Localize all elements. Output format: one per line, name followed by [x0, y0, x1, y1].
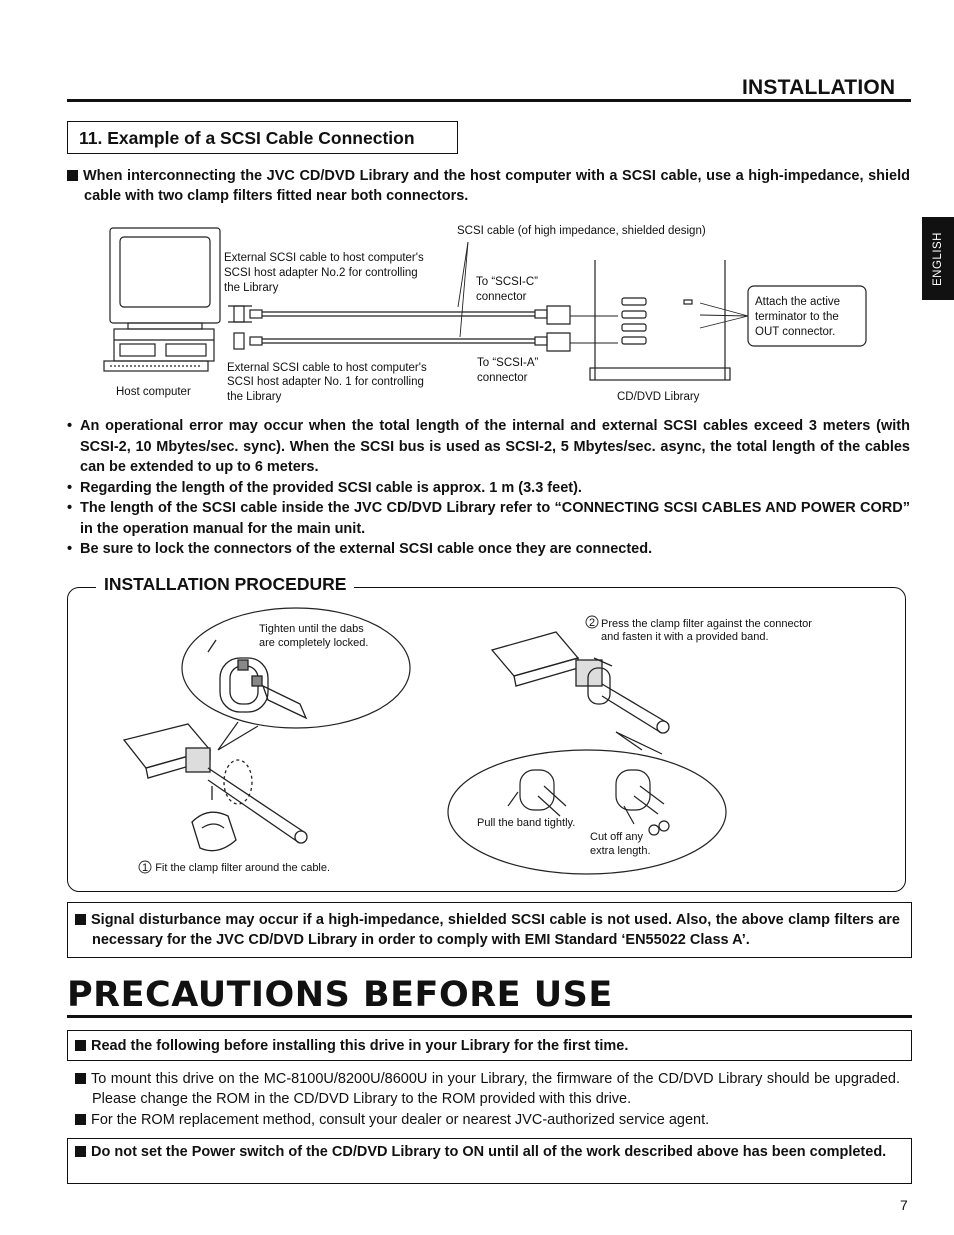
- installation-procedure-title: INSTALLATION PROCEDURE: [96, 574, 354, 595]
- bullet-icon: •: [67, 500, 73, 516]
- step1-number: 1: [142, 862, 149, 874]
- section-intro: [67, 166, 910, 206]
- band-cut-illustration: [616, 770, 669, 835]
- installation-procedure-illustration: [68, 600, 904, 890]
- ext-cable-2-line: External SCSI cable to host computer's: [224, 252, 424, 264]
- square-bullet-icon: [67, 170, 78, 181]
- host-computer-illustration: [104, 228, 220, 371]
- note-text: Be sure to lock the connectors of the external SCSI cable once they are connected.: [80, 541, 653, 557]
- bullet-icon: •: [67, 541, 73, 557]
- tighten-line: Tighten until the dabs: [259, 623, 364, 635]
- note-item: [67, 539, 910, 560]
- emi-warning-text: Signal disturbance may occur if a high-impedance, shielded SCSI cable is not used. Also, the above clamp filters are necessary for the JVC CD/DVD Library in order to comply with EMI Standard ‘EN55022 Class A’.: [91, 912, 900, 948]
- step1-text: Fit the clamp filter around the cable.: [155, 862, 331, 874]
- bullet-icon: •: [67, 418, 73, 434]
- to-scsi-a-line: connector: [477, 372, 528, 384]
- language-tab: [922, 217, 954, 300]
- to-scsi-a-line: To “SCSI-A”: [477, 357, 539, 369]
- tighten-label: [259, 623, 368, 649]
- section-title: 11. Example of a SCSI Cable Connection: [79, 128, 415, 148]
- ext-cable-2-line: SCSI host adapter No.2 for controlling: [224, 267, 418, 279]
- clamp-filter-open: [192, 786, 236, 851]
- read-first: [75, 1036, 900, 1056]
- to-scsi-c-line: connector: [476, 291, 527, 303]
- step2-number: 2: [589, 617, 596, 629]
- clamp-filter-closeup: [208, 640, 306, 718]
- language-tab-label: ENGLISH: [932, 231, 944, 286]
- square-bullet-icon: [75, 1114, 86, 1125]
- note-item: [67, 498, 910, 539]
- scsi-connection-diagram: [100, 218, 880, 408]
- connector-with-cable-right: [492, 632, 669, 733]
- cd-dvd-library-illustration: [590, 260, 730, 380]
- tighten-line: are completely locked.: [259, 637, 369, 649]
- precaution-item-text: To mount this drive on the MC-8100U/8200U/8600U in your Library, the firmware of the CD/DVD Library should be upgraded. Please change the ROM in the CD/DVD Library to the ROM provided with this drive.: [91, 1071, 900, 1107]
- notes-list: [67, 416, 910, 560]
- step2-line: and fasten it with a provided band.: [601, 631, 769, 643]
- note-text: The length of the SCSI cable inside the JVC CD/DVD Library refer to “CONNECTING SCSI CABLES AND POWER CORD” in the operation manual for the main unit.: [80, 500, 910, 537]
- host-computer-label: Host computer: [116, 386, 191, 398]
- library-label: CD/DVD Library: [617, 391, 700, 403]
- precaution-item-text: For the ROM replacement method, consult your dealer or nearest JVC-authorized service agent.: [91, 1112, 710, 1128]
- square-bullet-icon: [75, 1146, 86, 1157]
- ext-cable-2-line: the Library: [224, 282, 279, 294]
- precaution-item: [75, 1069, 900, 1109]
- band-bubble-tail: [616, 732, 662, 754]
- note-text: An operational error may occur when the total length of the internal and external SCSI cables exceed 3 meters (with SCSI-2, 10 Mbytes/sec. sync). When the SCSI bus is used as SCSI-2, 5 Mbytes/sec. async, the total length of the cables can be extended to up to 6 meters.: [80, 418, 910, 475]
- terminator-line: terminator to the: [755, 311, 839, 323]
- ext-cable-2-label: [224, 252, 427, 294]
- bullet-icon: •: [67, 479, 73, 496]
- ext-cable-1-label: [227, 362, 430, 403]
- page-number: 7: [900, 1197, 908, 1213]
- power-warning-text: Do not set the Power switch of the CD/DVD Library to ON until all of the work described above has been completed.: [91, 1144, 887, 1160]
- power-warning: [75, 1142, 901, 1162]
- connector-with-cable-left: [124, 724, 307, 843]
- terminator-line: OUT connector.: [755, 326, 836, 338]
- header-rule: [67, 99, 911, 102]
- step1-label: [142, 862, 330, 874]
- scsi-cable-upper: [228, 306, 570, 324]
- band-pull-illustration: [508, 770, 566, 816]
- ext-cable-1-line: the Library: [227, 391, 282, 403]
- read-first-text: Read the following before installing this drive in your Library for the first time.: [91, 1038, 629, 1054]
- section-intro-text: When interconnecting the JVC CD/DVD Library and the host computer with a SCSI cable, use a high-impedance, shield cable with two clamp filters fitted near both connectors.: [83, 168, 910, 204]
- cut-line: Cut off any: [590, 831, 643, 843]
- cut-label: [590, 831, 651, 857]
- square-bullet-icon: [75, 1040, 86, 1051]
- header-title: INSTALLATION: [742, 76, 896, 99]
- band-bubble: [448, 750, 726, 874]
- pull-band-label: Pull the band tightly.: [477, 817, 576, 829]
- scsi-cable-label: SCSI cable (of high impedance, shielded design): [457, 225, 706, 237]
- step2-label: [589, 617, 815, 643]
- ext-cable-1-line: External SCSI cable to host computer's: [227, 362, 427, 374]
- terminator-line: Attach the active: [755, 296, 841, 308]
- precaution-item: [75, 1110, 900, 1130]
- note-item: [67, 478, 910, 499]
- to-scsi-c-line: To “SCSI-C”: [476, 276, 538, 288]
- ext-cable-1-line: SCSI host adapter No. 1 for controlling: [227, 376, 424, 388]
- step2-line: Press the clamp filter against the connector: [601, 618, 812, 630]
- to-scsi-c-label: [476, 276, 541, 303]
- scsi-cable-lower: [234, 333, 570, 351]
- cut-line: extra length.: [590, 845, 651, 857]
- note-text: Regarding the length of the provided SCSI cable is approx. 1 m (3.3 feet).: [80, 479, 582, 496]
- to-scsi-a-label: [477, 357, 542, 384]
- precautions-title: PRECAUTIONS BEFORE USE: [67, 975, 613, 1015]
- emi-warning: [75, 910, 900, 950]
- precautions-rule: [67, 1015, 912, 1018]
- square-bullet-icon: [75, 914, 86, 925]
- bubble-tail: [218, 722, 258, 750]
- note-item: [67, 416, 910, 478]
- square-bullet-icon: [75, 1073, 86, 1084]
- terminator-label: [755, 296, 843, 338]
